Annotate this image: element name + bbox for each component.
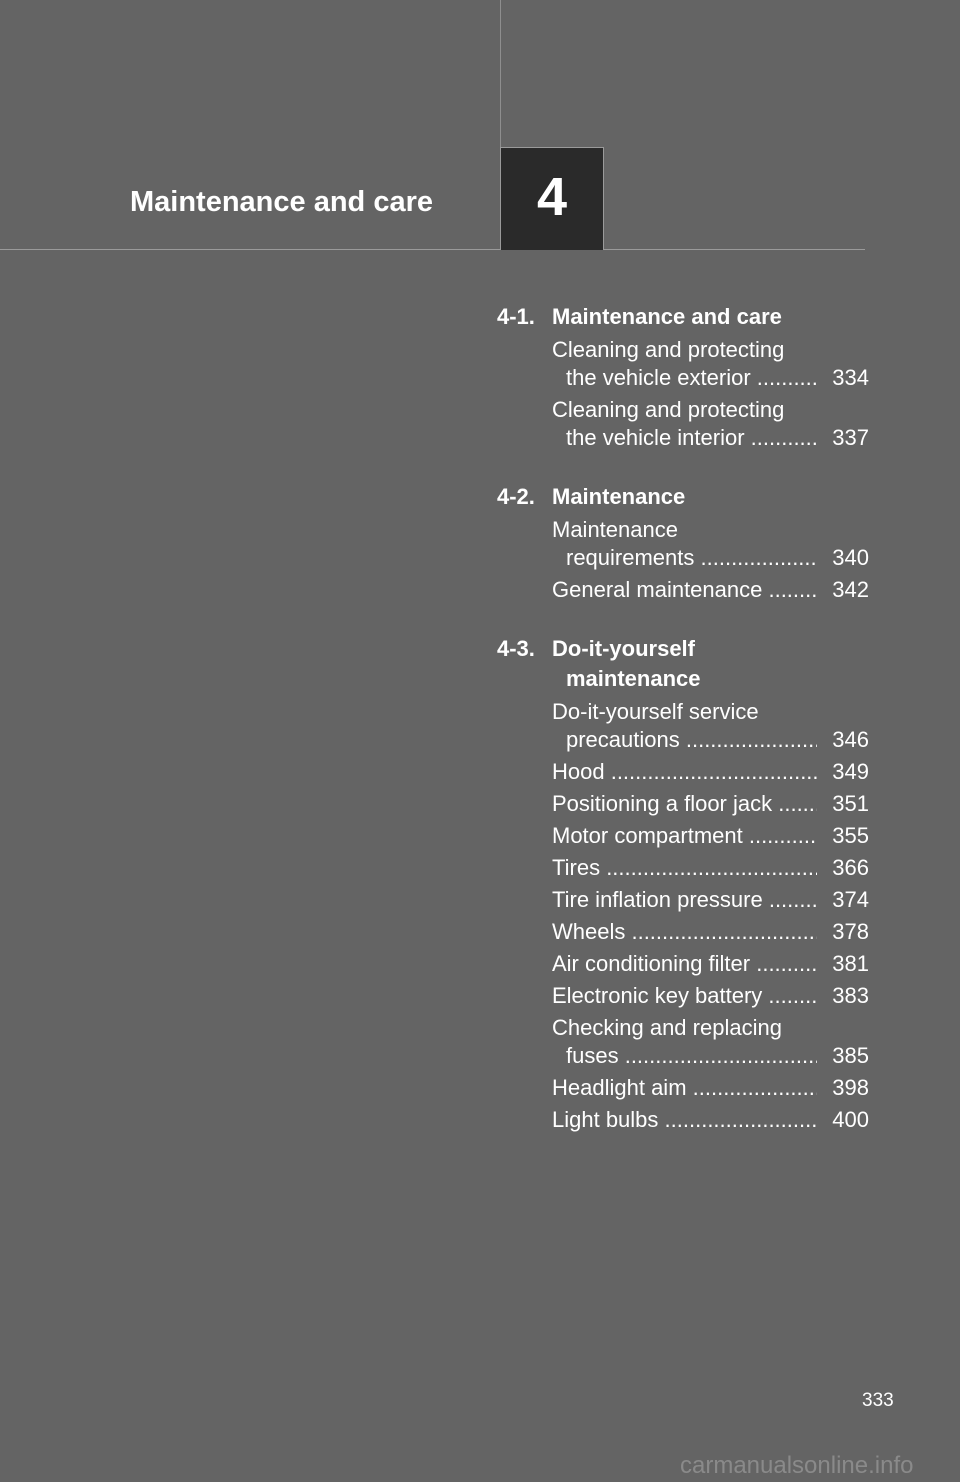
toc-entry-page: 366 xyxy=(817,854,869,882)
toc-entry[interactable] xyxy=(552,950,869,978)
toc-entry-list xyxy=(497,516,869,604)
section-title-line: Do-it-yourself xyxy=(552,636,695,661)
section-number: 4-1. xyxy=(497,304,535,329)
toc-entry-line xyxy=(552,918,869,946)
page-number: 333 xyxy=(862,1390,894,1411)
watermark: carmanualsonline.info xyxy=(680,1452,914,1479)
toc-entry[interactable] xyxy=(552,822,869,850)
toc-entry-text: requirements ..... xyxy=(566,544,860,572)
toc-entry[interactable] xyxy=(552,982,869,1010)
toc-entry-line xyxy=(552,544,869,572)
chapter-number: 4 xyxy=(536,167,568,227)
toc-entry-line xyxy=(552,886,869,914)
chapter-title: Maintenance and care xyxy=(130,186,433,218)
toc-entry-page: 385 xyxy=(817,1042,869,1070)
toc-entry-line xyxy=(552,854,869,882)
toc-entry-line xyxy=(552,576,869,604)
section-title-continuation: maintenance xyxy=(566,666,701,691)
toc-entry-text: Tires ..... xyxy=(552,854,860,882)
section-title-line: Maintenance and care xyxy=(552,304,782,329)
toc-entry-text: the vehicle exterior ..... xyxy=(566,364,860,392)
toc-entry-page: 378 xyxy=(817,918,869,946)
toc-entry-page: 398 xyxy=(817,1074,869,1102)
toc-entry-title: Maintenance xyxy=(552,517,678,542)
toc-entry-page: 381 xyxy=(817,950,869,978)
chapter-number-tab xyxy=(500,147,604,250)
toc-entry-line xyxy=(552,1074,869,1102)
toc-entry[interactable] xyxy=(552,790,869,818)
toc-entry-text: Wheels ..... xyxy=(552,918,860,946)
toc-entry-line xyxy=(552,424,869,452)
toc-entry-line xyxy=(552,1042,869,1070)
toc-entry-text: Positioning a floor jack ..... xyxy=(552,790,860,818)
toc-entry-title: Cleaning and protecting xyxy=(552,397,785,422)
toc-entry-page: 355 xyxy=(817,822,869,850)
toc-entry-line xyxy=(552,726,869,754)
toc-entry[interactable] xyxy=(552,758,869,786)
toc-entry-text: General maintenance ..... xyxy=(552,576,860,604)
toc-entry-page: 349 xyxy=(817,758,869,786)
toc-entry[interactable] xyxy=(552,1074,869,1102)
toc-entry-page: 334 xyxy=(817,364,869,392)
toc-entry-list xyxy=(497,698,869,1134)
toc-entry-line xyxy=(552,364,869,392)
toc-section xyxy=(497,482,869,604)
toc-entry-text: precautions ..... xyxy=(566,726,860,754)
toc-section xyxy=(497,302,869,452)
header-horizontal-rule xyxy=(0,249,865,250)
toc-entry[interactable] xyxy=(552,576,869,604)
section-title xyxy=(497,482,869,512)
toc-entry-list xyxy=(497,336,869,452)
toc-entry-page: 337 xyxy=(817,424,869,452)
toc-entry-title: Checking and replacing xyxy=(552,1015,782,1040)
toc-entry-page: 346 xyxy=(817,726,869,754)
toc-entry-page: 342 xyxy=(817,576,869,604)
section-title xyxy=(497,302,869,332)
toc-entry[interactable] xyxy=(552,1014,869,1070)
toc-entry-line xyxy=(552,950,869,978)
toc-entry-line xyxy=(552,822,869,850)
section-title xyxy=(497,634,869,694)
section-title-line: Maintenance xyxy=(552,484,686,509)
toc-entry[interactable] xyxy=(552,886,869,914)
toc-entry[interactable] xyxy=(552,516,869,572)
toc-entry-line xyxy=(552,982,869,1010)
toc-entry-page: 383 xyxy=(817,982,869,1010)
toc-entry-title: Do-it-yourself service xyxy=(552,699,759,724)
toc-entry-line xyxy=(552,790,869,818)
toc-entry[interactable] xyxy=(552,918,869,946)
toc-entry[interactable] xyxy=(552,336,869,392)
toc-entry-page: 400 xyxy=(817,1106,869,1134)
toc-entry-page: 340 xyxy=(817,544,869,572)
toc-entry-title: Cleaning and protecting xyxy=(552,337,785,362)
section-number: 4-3. xyxy=(497,636,535,661)
toc-entry-text: Electronic key battery ..... xyxy=(552,982,860,1010)
toc-entry[interactable] xyxy=(552,698,869,754)
section-heading xyxy=(497,482,869,512)
toc-entry-text: Tire inflation pressure ..... xyxy=(552,886,860,914)
toc-entry-text: Motor compartment ..... xyxy=(552,822,860,850)
toc-entry-line xyxy=(552,758,869,786)
toc-entry-line xyxy=(552,1106,869,1134)
table-of-contents xyxy=(497,302,869,1164)
toc-entry-text: Headlight aim ..... xyxy=(552,1074,860,1102)
section-heading xyxy=(497,302,869,332)
toc-entry-text: the vehicle interior ..... xyxy=(566,424,860,452)
section-number: 4-2. xyxy=(497,484,535,509)
toc-entry-text: Air conditioning filter ..... xyxy=(552,950,860,978)
toc-entry[interactable] xyxy=(552,1106,869,1134)
toc-section xyxy=(497,634,869,1134)
toc-entry-page: 351 xyxy=(817,790,869,818)
toc-entry-text: fuses ..... xyxy=(566,1042,860,1070)
toc-entry[interactable] xyxy=(552,854,869,882)
section-heading xyxy=(497,634,869,694)
toc-entry-text: Hood ..... xyxy=(552,758,860,786)
toc-entry[interactable] xyxy=(552,396,869,452)
toc-entry-page: 374 xyxy=(817,886,869,914)
toc-entry-text: Light bulbs ..... xyxy=(552,1106,860,1134)
